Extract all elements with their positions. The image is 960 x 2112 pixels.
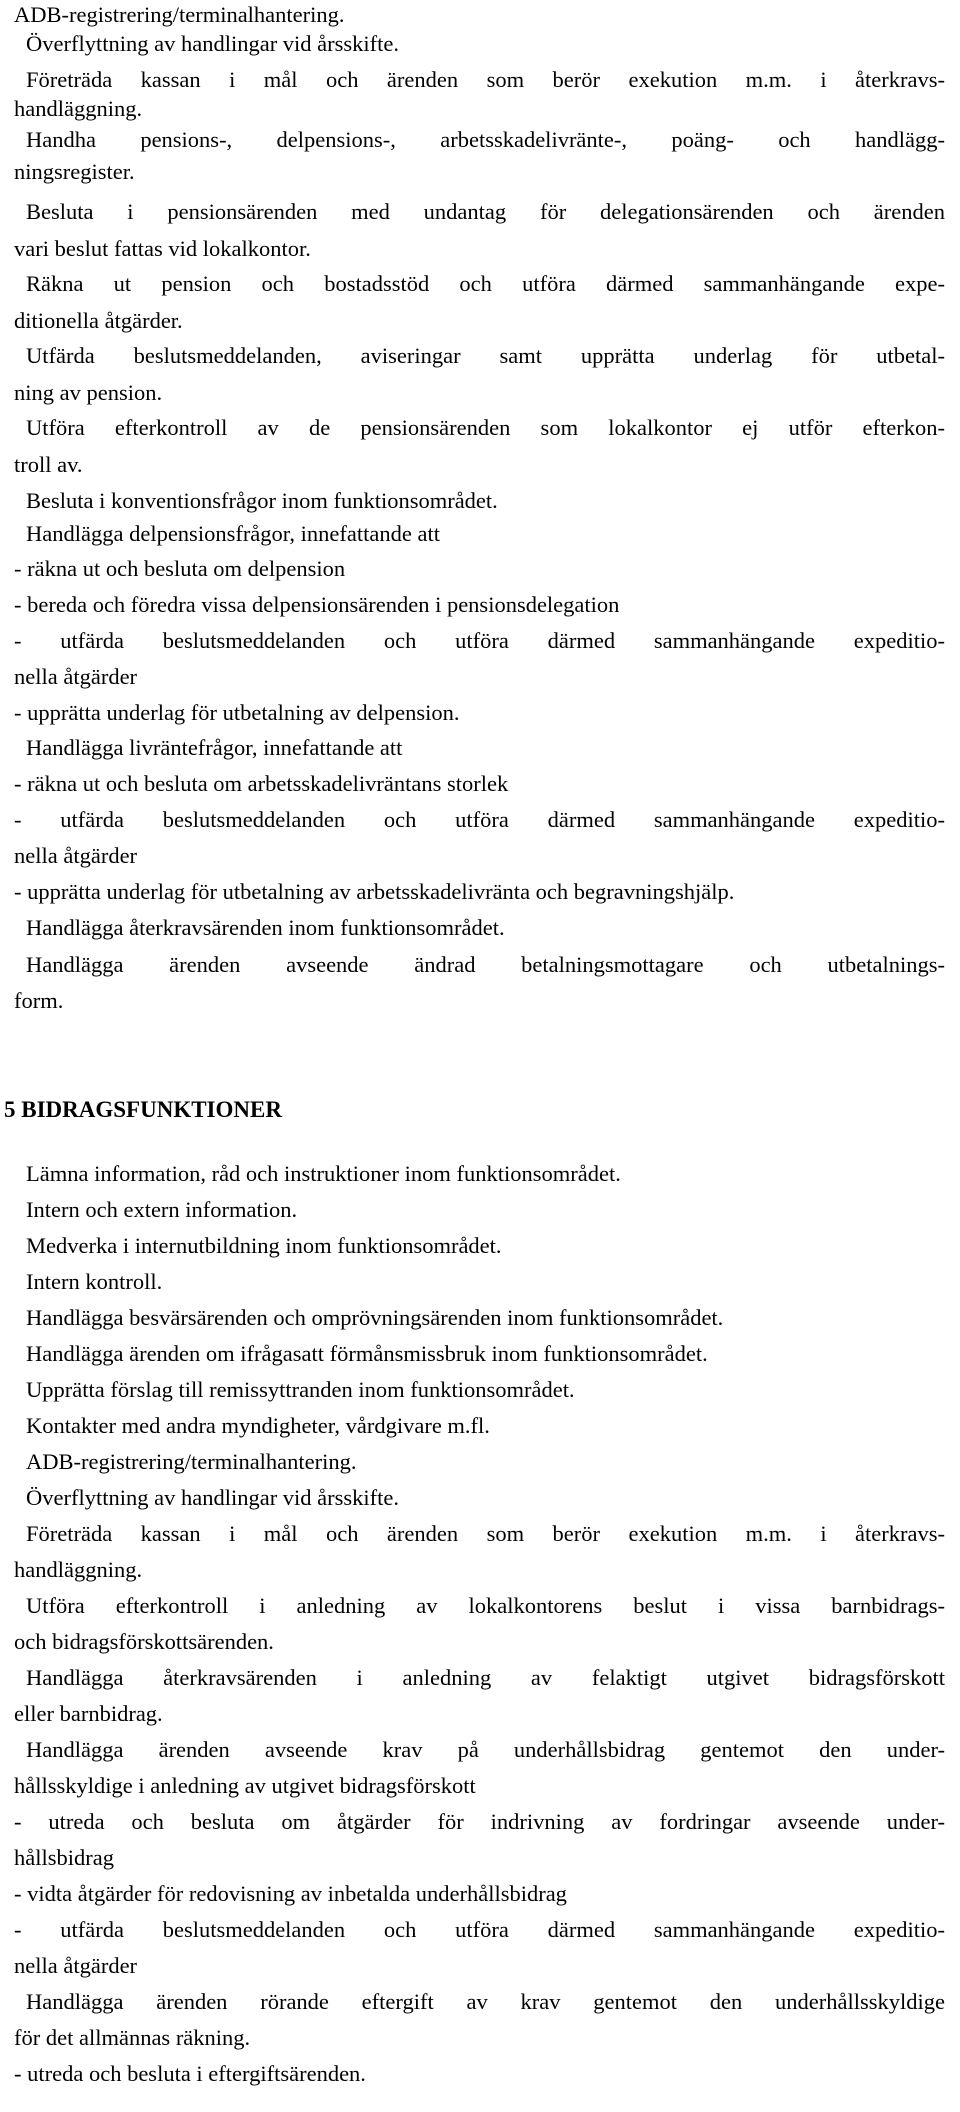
section-heading: 5 BIDRAGSFUNKTIONER bbox=[4, 1097, 282, 1122]
text-line: nella åtgärder bbox=[14, 1953, 138, 1978]
text-line: form. bbox=[14, 988, 64, 1013]
text-line: Lämna information, råd och instruktioner inom funktionsområdet. bbox=[26, 1161, 621, 1186]
text-line: handläggning. bbox=[14, 1557, 143, 1582]
text-line: Intern och extern information. bbox=[26, 1197, 298, 1222]
text-line: Utföra efterkontroll i anledning av lokalkontorens beslut i vissa barnbidrags- bbox=[26, 1593, 945, 1618]
text-line: - upprätta underlag för utbetalning av arbetsskadelivränta och begravningshjälp. bbox=[14, 879, 735, 904]
text-line: Handlägga ärenden avseende krav på underhållsbidrag gentemot den under- bbox=[26, 1737, 945, 1762]
text-line: handläggning. bbox=[14, 96, 143, 121]
text-line: ditionella åtgärder. bbox=[14, 308, 183, 333]
text-line: hållsbidrag bbox=[14, 1845, 114, 1870]
text-line: ningsregister. bbox=[14, 159, 135, 184]
text-line: Upprätta förslag till remissyttranden inom funktionsområdet. bbox=[26, 1377, 575, 1402]
text-line: Räkna ut pension och bostadsstöd och utföra därmed sammanhängande expe- bbox=[26, 271, 945, 296]
text-line: troll av. bbox=[14, 452, 83, 477]
text-line: nella åtgärder bbox=[14, 843, 138, 868]
text-line: ning av pension. bbox=[14, 380, 163, 405]
text-line: vari beslut fattas vid lokalkontor. bbox=[14, 236, 311, 261]
text-line: - utreda och besluta i eftergiftsärenden. bbox=[14, 2061, 366, 2086]
text-line: Överflyttning av handlingar vid årsskifte. bbox=[26, 1485, 400, 1510]
text-line: - upprätta underlag för utbetalning av delpension. bbox=[14, 700, 460, 725]
text-line: Intern kontroll. bbox=[26, 1269, 163, 1294]
text-line: - vidta åtgärder för redovisning av inbetalda underhållsbidrag bbox=[14, 1881, 567, 1906]
text-line: Företräda kassan i mål och ärenden som berör exekution m.m. i återkravs- bbox=[26, 67, 945, 92]
text-line: Handlägga återkravsärenden inom funktionsområdet. bbox=[26, 915, 505, 940]
text-line: för det allmännas räkning. bbox=[14, 2025, 251, 2050]
text-line: Utfärda beslutsmeddelanden, aviseringar samt upprätta underlag för utbetal- bbox=[26, 343, 945, 368]
text-line: - utreda och besluta om åtgärder för indrivning av fordringar avseende under- bbox=[14, 1809, 945, 1834]
text-line: Medverka i internutbildning inom funktionsområdet. bbox=[26, 1233, 502, 1258]
text-line: - räkna ut och besluta om arbetsskadelivräntans storlek bbox=[14, 771, 509, 796]
text-line: - utfärda beslutsmeddelanden och utföra därmed sammanhängande expeditio- bbox=[14, 807, 945, 832]
text-line: - utfärda beslutsmeddelanden och utföra därmed sammanhängande expeditio- bbox=[14, 628, 945, 653]
text-line: - bereda och föredra vissa delpensionsärenden i pensionsdelegation bbox=[14, 592, 620, 617]
text-line: Handlägga ärenden om ifrågasatt förmånsmissbruk inom funktionsområdet. bbox=[26, 1341, 708, 1366]
text-line: Besluta i konventionsfrågor inom funktionsområdet. bbox=[26, 488, 498, 513]
text-line: Handlägga delpensionsfrågor, innefattande att bbox=[26, 521, 440, 546]
text-line: Företräda kassan i mål och ärenden som berör exekution m.m. i återkravs- bbox=[26, 1521, 945, 1546]
text-line: Handlägga ärenden avseende ändrad betalningsmottagare och utbetalnings- bbox=[26, 952, 945, 977]
text-line: Handlägga besvärsärenden och omprövningsärenden inom funktionsområdet. bbox=[26, 1305, 724, 1330]
text-line: - räkna ut och besluta om delpension bbox=[14, 556, 346, 581]
text-line: Utföra efterkontroll av de pensionsärenden som lokalkontor ej utför efterkon- bbox=[26, 415, 945, 440]
text-line: ADB-registrering/terminalhantering. bbox=[26, 1449, 357, 1474]
text-line: Handlägga livräntefrågor, innefattande att bbox=[26, 735, 403, 760]
text-line: ADB-registrering/terminalhantering. bbox=[14, 2, 345, 27]
text-line: nella åtgärder bbox=[14, 664, 138, 689]
text-line: Handha pensions-, delpensions-, arbetsskadelivränte-, poäng- och handlägg- bbox=[26, 127, 945, 152]
text-line: Överflyttning av handlingar vid årsskifte. bbox=[26, 31, 400, 56]
text-line: - utfärda beslutsmeddelanden och utföra därmed sammanhängande expeditio- bbox=[14, 1917, 945, 1942]
text-line: och bidragsförskottsärenden. bbox=[14, 1629, 274, 1654]
text-line: hållsskyldige i anledning av utgivet bidragsförskott bbox=[14, 1773, 476, 1798]
text-line: eller barnbidrag. bbox=[14, 1701, 163, 1726]
text-line: Handlägga ärenden rörande eftergift av krav gentemot den underhållsskyldige bbox=[26, 1989, 945, 2014]
text-line: Besluta i pensionsärenden med undantag för delegationsärenden och ärenden bbox=[26, 199, 945, 224]
text-line: Kontakter med andra myndigheter, vårdgivare m.fl. bbox=[26, 1413, 490, 1438]
text-line: Handlägga återkravsärenden i anledning av felaktigt utgivet bidragsförskott bbox=[26, 1665, 945, 1690]
